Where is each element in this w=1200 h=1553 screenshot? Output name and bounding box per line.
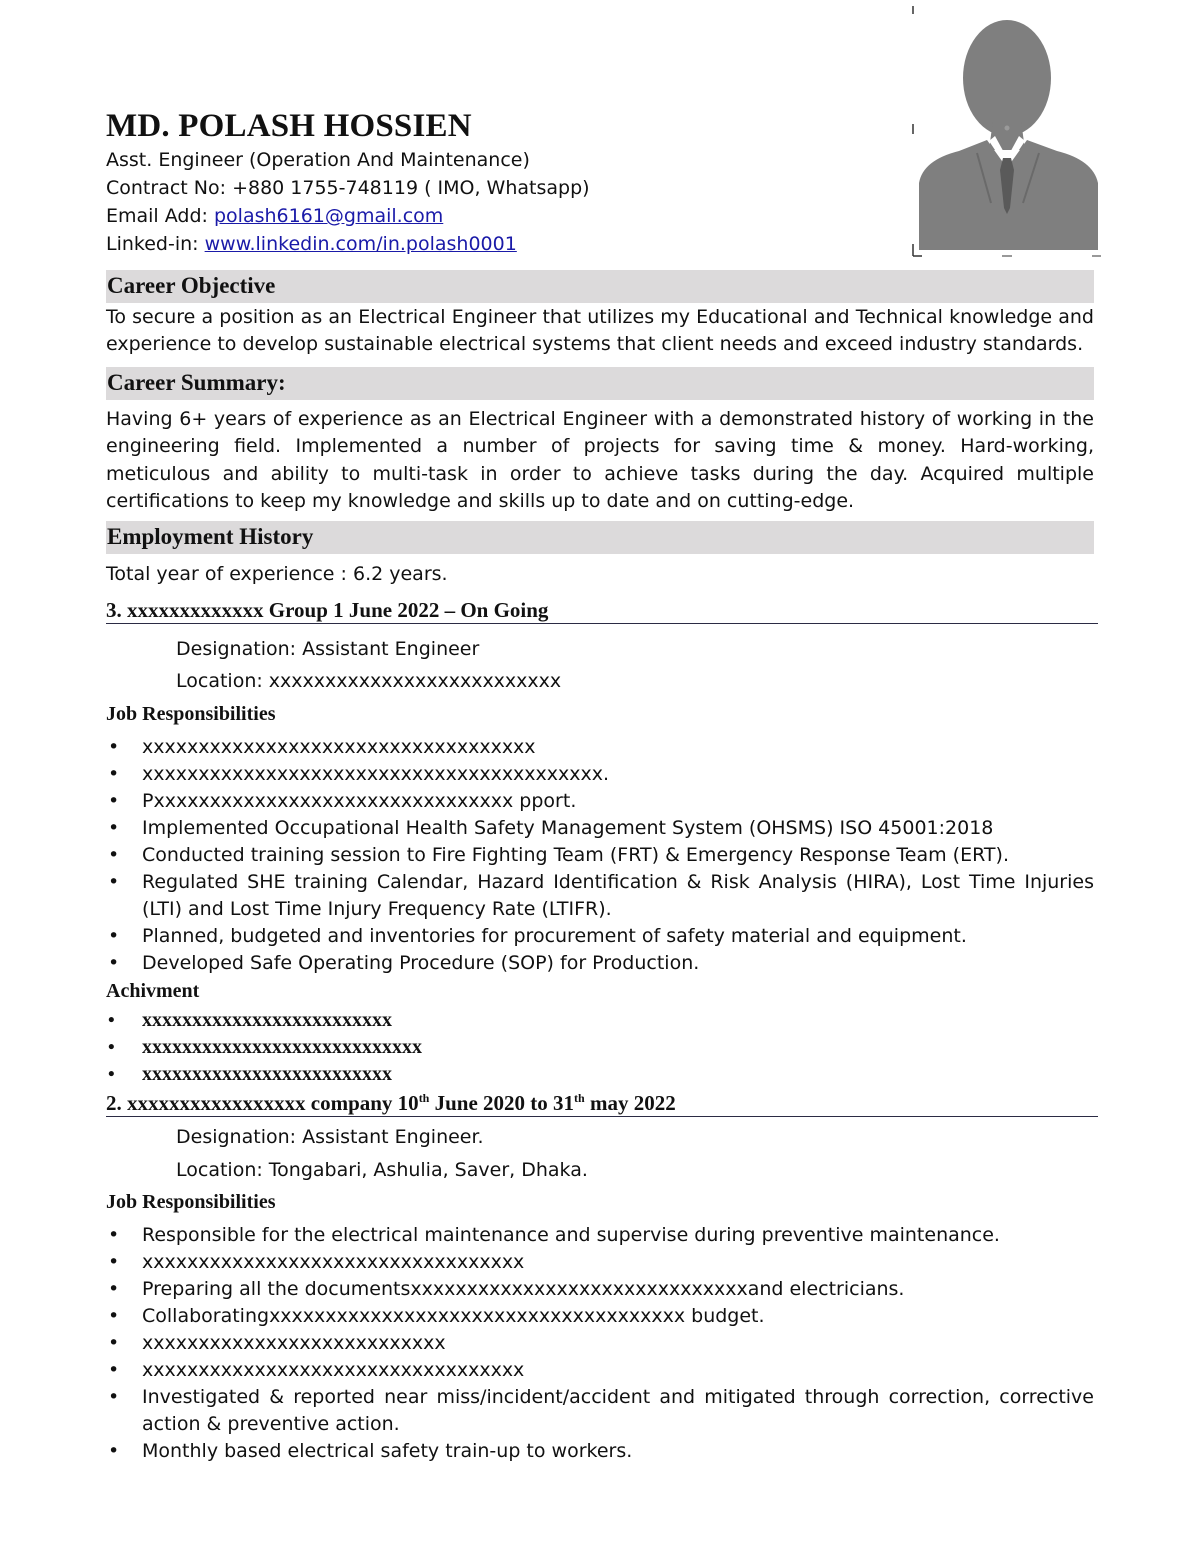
list-item: • xxxxxxxxxxxxxxxxxxxxxxxxxxxx [106,1034,1094,1061]
list-item: • Monthly based electrical safety train-up to workers. [106,1438,1094,1465]
list-item: • xxxxxxxxxxxxxxxxxxxxxxxxxxx [106,1330,1094,1357]
list-item: • xxxxxxxxxxxxxxxxxxxxxxxxx [106,1007,1094,1034]
designation-line: Asst. Engineer (Operation And Maintenance) [106,149,530,171]
job-heading-2 [106,1091,1098,1117]
linkedin-line [106,231,517,257]
list-item: • Developed Safe Operating Procedure (SOP) for Production. [106,950,1094,977]
contact-line [106,175,590,201]
job-responsibilities-title: Job Responsibilities [106,703,276,725]
job-responsibilities-list-2 [106,1222,1094,1465]
total-experience: Total year of experience : 6.2 years. [106,563,448,585]
email-link[interactable]: polash6161@gmail.com [213,205,444,227]
achievement-title: Achivment [106,980,200,1002]
career-summary-header [106,367,1094,400]
contact-number: +880 1755-748119 ( IMO, Whatsapp) [232,177,590,199]
list-item: • Responsible for the electrical maintenance and supervise during preventive maintenance. [106,1222,1094,1249]
list-item: • Conducted training session to Fire Fighting Team (FRT) & Emergency Response Team (ERT). [106,842,1094,869]
list-item: • Collaboratingxxxxxxxxxxxxxxxxxxxxxxxxxxxxxxxxxxxxx budget. [106,1303,1094,1330]
email-line [106,203,443,229]
job-heading: 3. xxxxxxxxxxxxx Group 1 June 2022 – On Going [106,598,1098,624]
email-label: Email Add: [106,205,214,227]
contact-label: Contract No: [106,177,233,199]
job-heading-mid: June 2020 to 31 [429,1091,575,1115]
career-summary-title: Career Summary: [107,370,286,395]
list-item: • xxxxxxxxxxxxxxxxxxxxxxxxxxxxxxxxxx [106,1249,1094,1276]
linkedin-label: Linked-in: [106,233,205,255]
career-summary-text: Having 6+ years of experience as an Electrical Engineer with a demonstrated history of working in the engineering field. Implemented a number of projects for saving time & money. Hard-working, meticulous and ability to multi-task in order to achieve tasks during the day. Acquired multiple certifications to keep my knowledge and skills up to date and on cutting-edge. [106,408,1094,512]
job-location-2: Location: Tongabari, Ashulia, Saver, Dhaka. [176,1159,588,1181]
list-item: • Pxxxxxxxxxxxxxxxxxxxxxxxxxxxxxxxx pport. [106,788,1094,815]
list-item: • xxxxxxxxxxxxxxxxxxxxxxxxxxxxxxxxxx [106,1357,1094,1384]
career-objective-text: To secure a position as an Electrical Engineer that utilizes my Educational and Technical knowledge and experience to develop sustainable electrical systems that client needs and exceed industry standards. [106,306,1094,356]
candidate-name: MD. POLASH HOSSIEN [106,108,472,144]
list-item: • Regulated SHE training Calendar, Hazard Identification & Risk Analysis (HIRA), Lost Time Injuries (LTI) and Lost Time Injury Frequency Rate (LTIFR). [106,869,1094,923]
ordinal-suffix: th [418,1091,430,1105]
list-item: • Investigated & reported near miss/incident/accident and mitigated through correction, corrective action & preventive action. [106,1384,1094,1438]
list-item: • xxxxxxxxxxxxxxxxxxxxxxxxx [106,1061,1094,1088]
career-objective-header [106,270,1094,303]
job-location: Location: xxxxxxxxxxxxxxxxxxxxxxxxxx [176,670,562,692]
person-silhouette-icon [919,8,1098,250]
employment-history-title: Employment History [107,524,314,549]
job-responsibilities-title-2: Job Responsibilities [106,1191,276,1213]
list-item: • xxxxxxxxxxxxxxxxxxxxxxxxxxxxxxxxxxx [106,734,1094,761]
list-item: • Planned, budgeted and inventories for procurement of safety material and equipment. [106,923,1094,950]
job-heading-suffix: may 2022 [584,1091,676,1115]
job-designation: Designation: Assistant Engineer [176,638,480,660]
list-item: • Implemented Occupational Health Safety Management System (OHSMS) ISO 45001:2018 [106,815,1094,842]
achievement-list [106,1007,1094,1088]
list-item: • Preparing all the documentsxxxxxxxxxxxxxxxxxxxxxxxxxxxxxxand electricians. [106,1276,1094,1303]
linkedin-link[interactable]: www.linkedin.com/in.polash0001 [204,233,517,255]
job-designation-2: Designation: Assistant Engineer. [176,1126,484,1148]
career-objective-title: Career Objective [107,273,276,298]
job-responsibilities-list [106,734,1094,977]
list-item: • xxxxxxxxxxxxxxxxxxxxxxxxxxxxxxxxxxxxxxxxx. [106,761,1094,788]
employment-history-header [106,521,1094,554]
ordinal-suffix: th [574,1091,585,1105]
job-heading-prefix: 2. xxxxxxxxxxxxxxxxx company 10 [106,1091,419,1115]
